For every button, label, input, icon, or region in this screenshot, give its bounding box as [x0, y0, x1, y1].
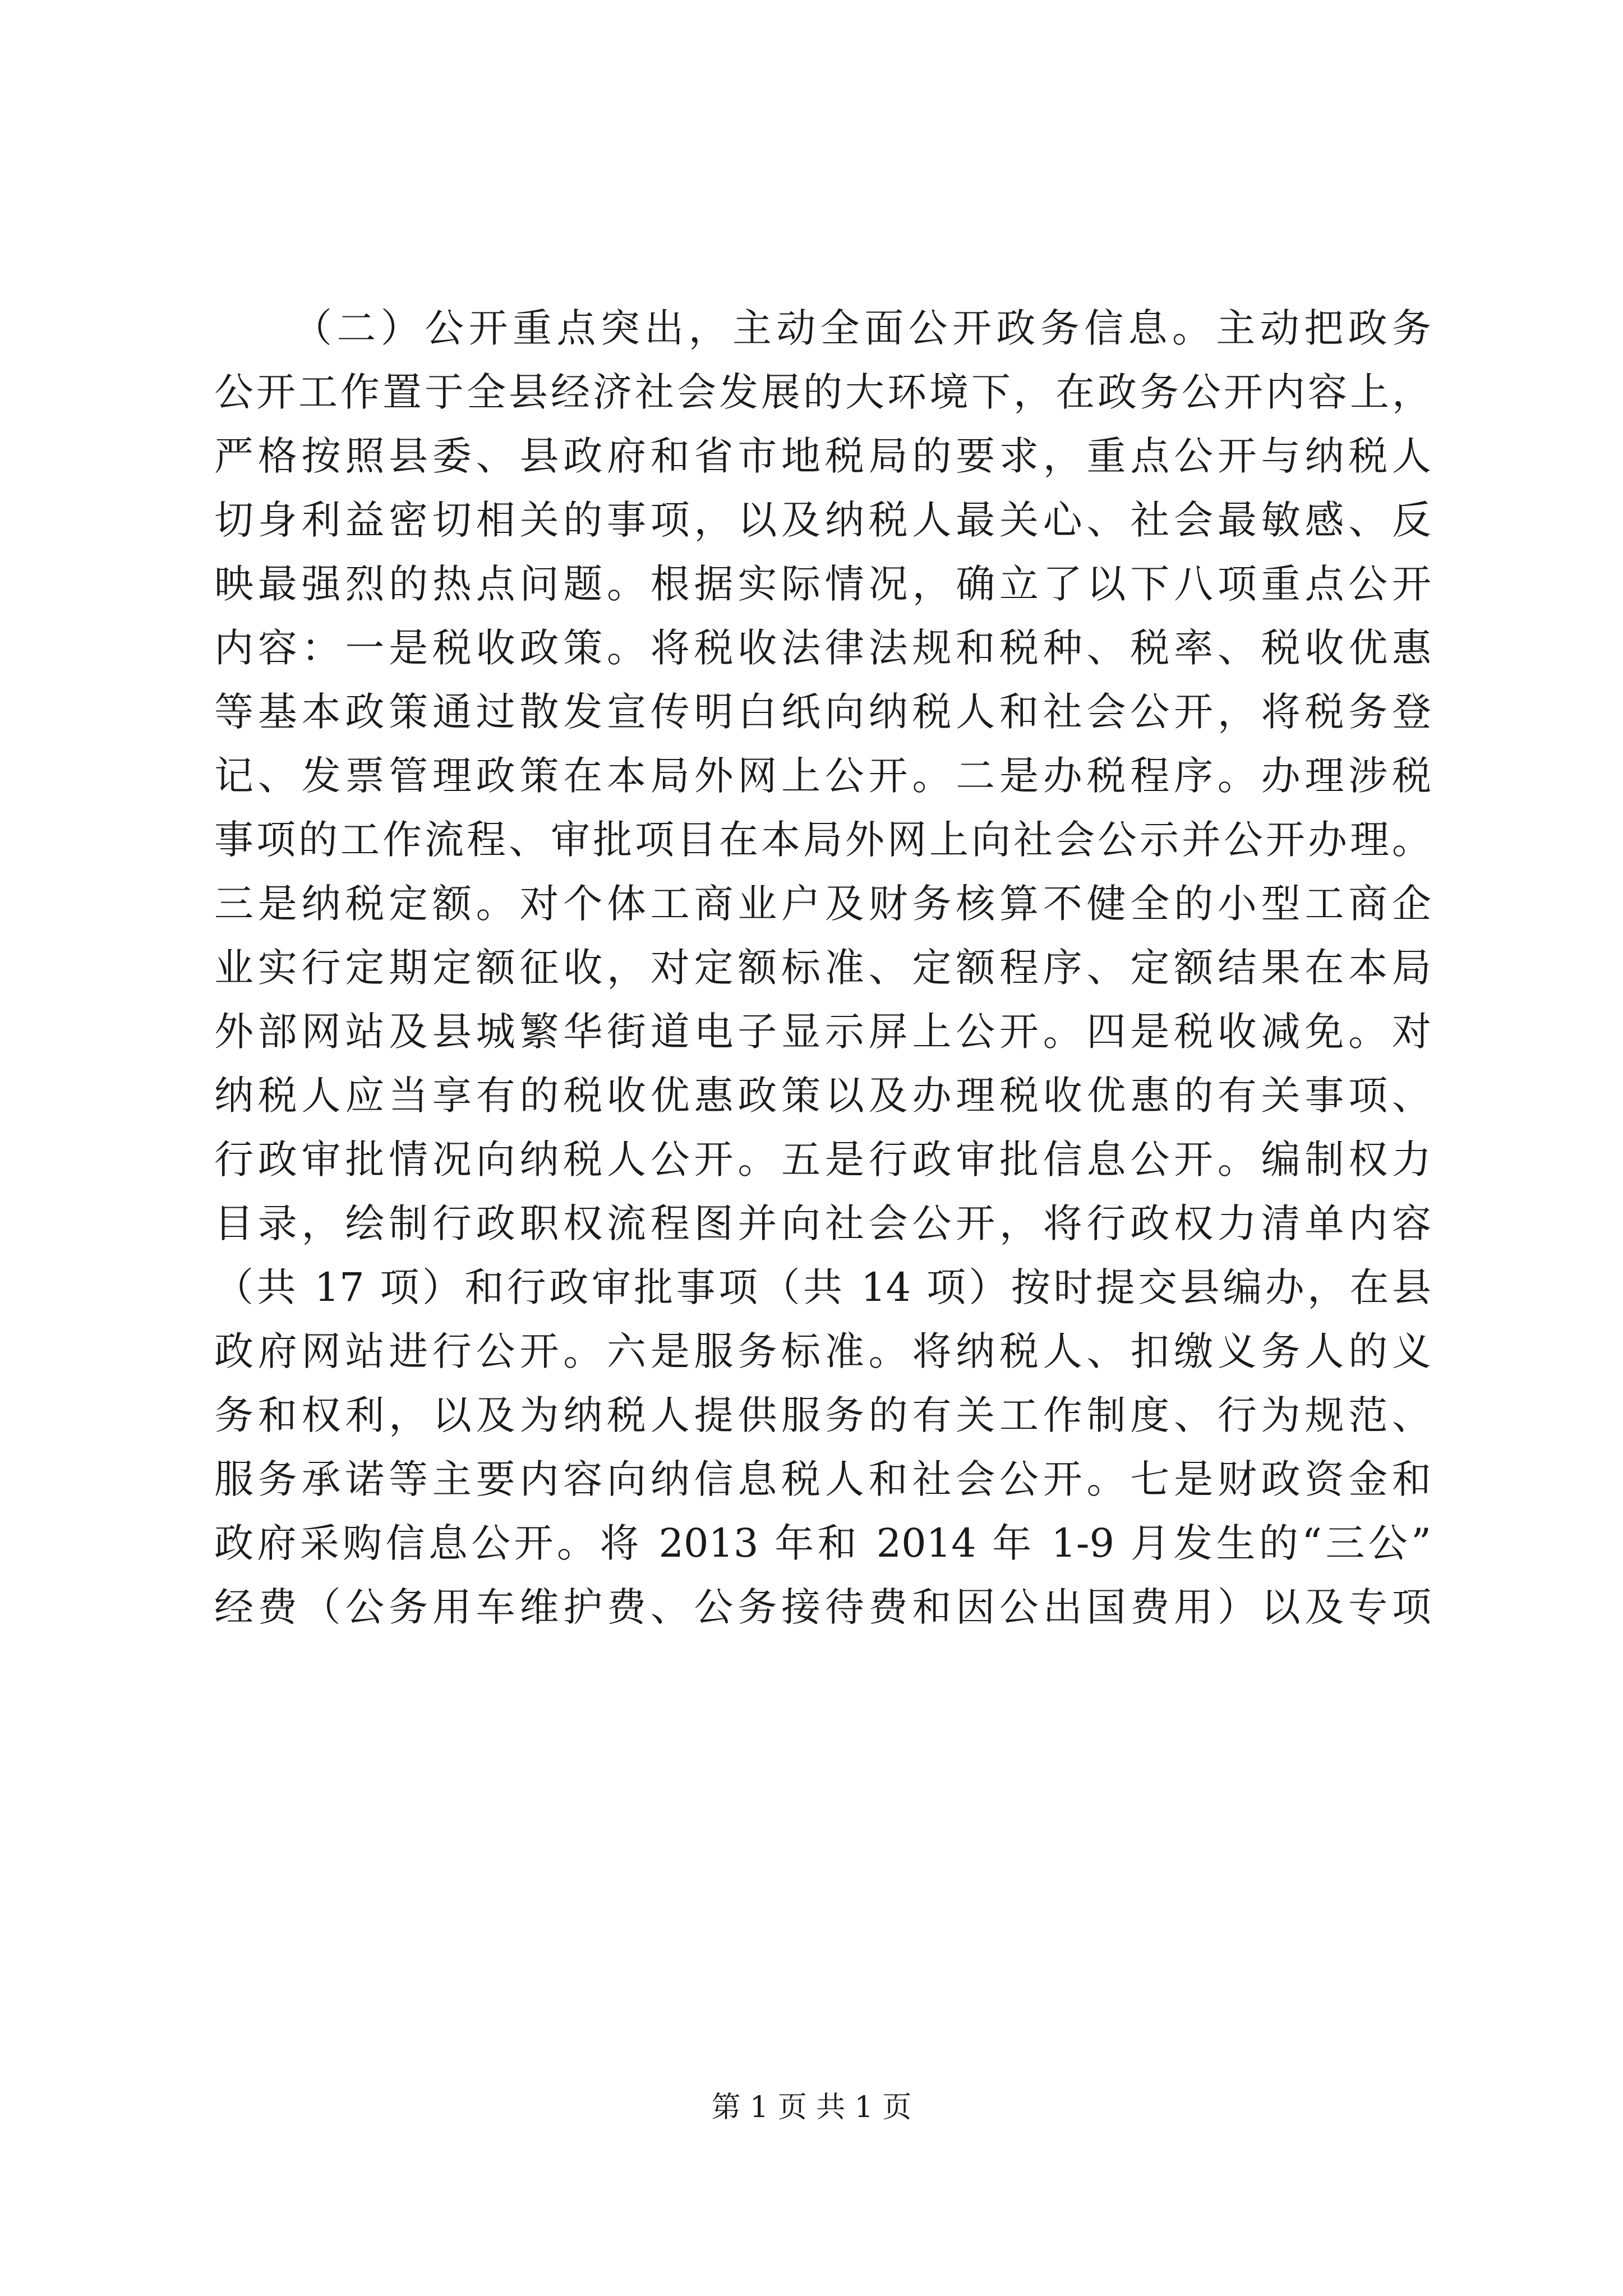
paragraph-line: 政府网站进行公开。六是服务标准。将纳税人、扣缴义务人的义: [214, 1328, 1431, 1374]
paragraph-line: （共 17 项）和行政审批事项（共 14 项）按时提交县编办，在县: [214, 1264, 1431, 1310]
paragraph-line: 务和权利，以及为纳税人提供服务的有关工作制度、行为规范、: [214, 1392, 1431, 1438]
paragraph-line: 经费（公务用车维护费、公务接待费和因公出国费用）以及专项: [214, 1584, 1431, 1630]
paragraph-line: 服务承诺等主要内容向纳信息税人和社会公开。七是财政资金和: [214, 1456, 1431, 1502]
paragraph-line: 公开工作置于全县经济社会发展的大环境下，在政务公开内容上，: [214, 369, 1431, 415]
paragraph-line: 记、发票管理政策在本局外网上公开。二是办税程序。办理涉税: [214, 753, 1431, 799]
paragraph-line: 业实行定期定额征收，对定额标准、定额程序、定额结果在本局: [214, 945, 1431, 991]
paragraph-line: 事项的工作流程、审批项目在本局外网上向社会公示并公开办理。: [214, 817, 1431, 863]
paragraph-line: 外部网站及县城繁华街道电子显示屏上公开。四是税收减免。对: [214, 1009, 1431, 1055]
paragraph-line: 三是纳税定额。对个体工商业户及财务核算不健全的小型工商企: [214, 881, 1431, 927]
paragraph-line: 纳税人应当享有的税收优惠政策以及办理税收优惠的有关事项、: [214, 1073, 1431, 1119]
paragraph-line: 映最强烈的热点问题。根据实际情况，确立了以下八项重点公开: [214, 561, 1431, 607]
paragraph-line: 严格按照县委、县政府和省市地税局的要求，重点公开与纳税人: [214, 433, 1431, 479]
paragraph-line: 等基本政策通过散发宣传明白纸向纳税人和社会公开，将税务登: [214, 689, 1431, 735]
paragraph-line: 行政审批情况向纳税人公开。五是行政审批信息公开。编制权力: [214, 1137, 1431, 1182]
paragraph-line: 内容：一是税收政策。将税收法律法规和税种、税率、税收优惠: [214, 625, 1431, 671]
paragraph-line: 切身利益密切相关的事项，以及纳税人最关心、社会最敏感、反: [214, 497, 1431, 543]
page-number-footer: 第 1 页 共 1 页: [711, 2091, 912, 2124]
paragraph-line: （二）公开重点突出，主动全面公开政务信息。主动把政务: [293, 305, 1431, 351]
paragraph-line: 目录，绘制行政职权流程图并向社会公开，将行政权力清单内容: [214, 1200, 1431, 1246]
paragraph-line: 政府采购信息公开。将 2013 年和 2014 年 1-9 月发生的“三公”: [214, 1520, 1431, 1566]
